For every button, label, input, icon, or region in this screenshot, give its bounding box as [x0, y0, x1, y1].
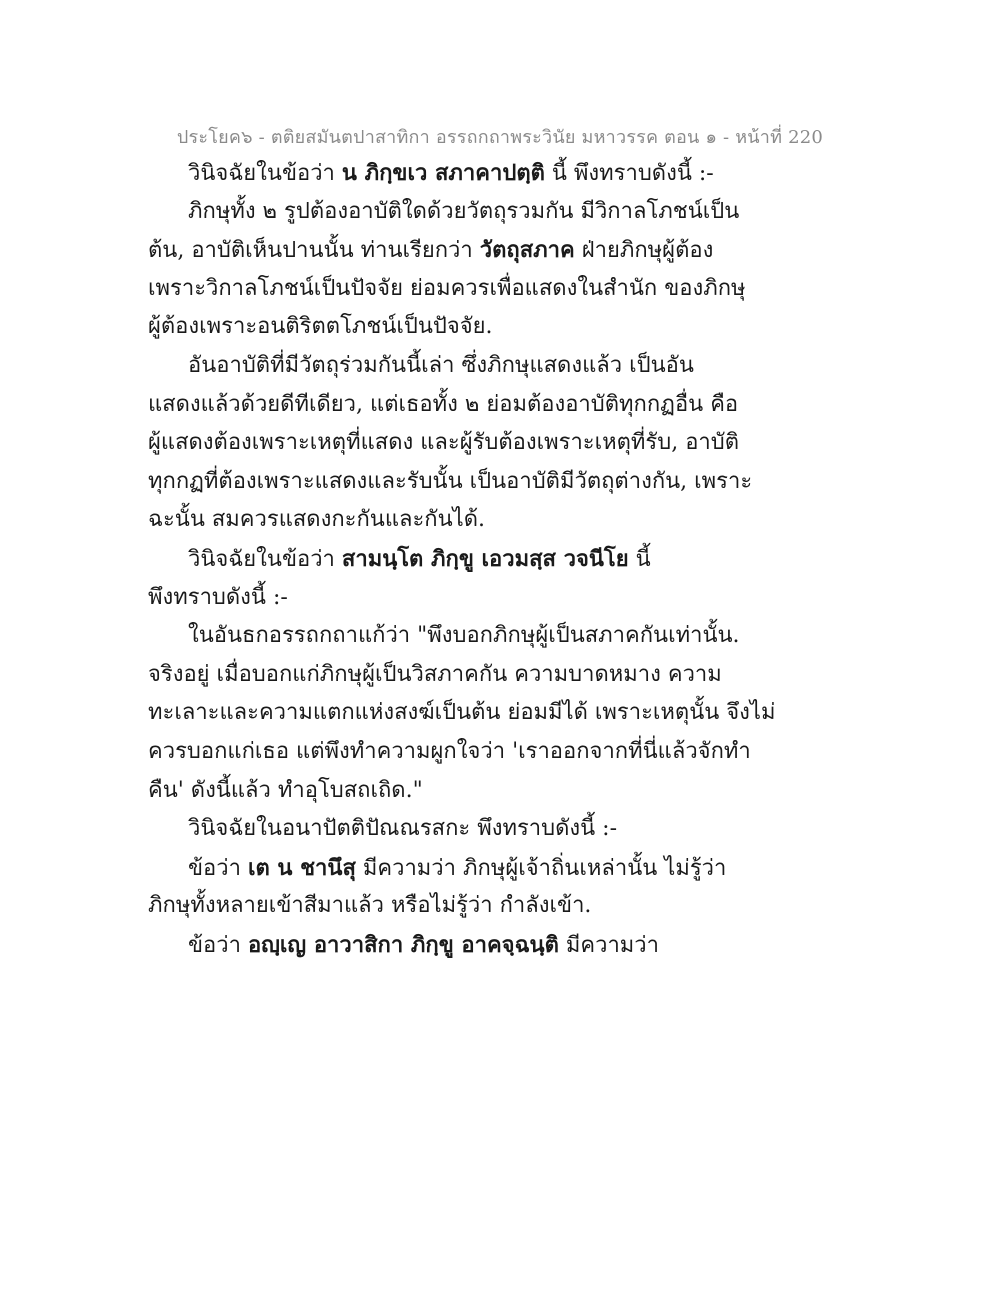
text-line — [148, 656, 722, 695]
text-segment: คืน' ดังนี้แล้ว ทำอุโบสถเถิด." — [148, 777, 423, 803]
text-line — [148, 849, 727, 888]
text-line — [148, 270, 746, 309]
text-line — [148, 463, 753, 502]
bold-term: สามนฺโต ภิกฺขู เอวมสฺส วจนีโย — [341, 545, 629, 572]
text-segment: แสดงแล้วด้วยดีทีเดียว, แต่เธอทั้ง ๒ ย่อมต้องอาบัติทุกกฏอื่น คือ — [148, 391, 739, 417]
text-segment: อันอาบัติที่มีวัตถุร่วมกันนี้เล่า ซึ่งภิกษุแสดงแล้ว เป็นอัน — [188, 352, 694, 378]
text-segment: มีความว่า — [558, 932, 660, 958]
text-segment: ภิกษุทั้งหลายเข้าสีมาแล้ว หรือไม่รู้ว่า กำลังเข้า. — [148, 893, 592, 919]
text-line — [148, 193, 740, 232]
text-line — [148, 540, 708, 579]
text-segment: ในอันธกอรรถกถาแก้ว่า "พึงบอกภิกษุผู้เป็นสภาคกันเท่านั้น. — [188, 623, 740, 649]
text-line — [148, 154, 714, 193]
text-line — [148, 308, 708, 347]
text-segment: นี้ — [628, 546, 651, 572]
text-segment: ภิกษุทั้ง ๒ รูปต้องอาบัติใดด้วยวัตถุรวมกัน มีวิกาลโภชน์เป็น — [188, 198, 740, 224]
bold-term: อญฺเญ อาวาสิกา ภิกฺขู อาคจฺฉนฺติ — [247, 931, 559, 958]
text-segment: วินิจฉัยในข้อว่า — [188, 161, 342, 186]
text-segment: จริงอยู่ เมื่อบอกแก่ภิกษุผู้เป็นวิสภาคกัน ความบาดหมาง ความ — [148, 661, 722, 687]
text-segment: พึงทราบดังนี้ :- — [148, 584, 288, 610]
text-line — [148, 579, 708, 618]
text-segment: วินิจฉัยในข้อว่า — [188, 546, 342, 572]
text-line — [148, 424, 740, 463]
text-line — [148, 810, 708, 849]
text-segment: ข้อว่า — [188, 932, 248, 958]
text-line — [148, 772, 708, 811]
text-segment: ฉะนั้น สมควรแสดงกะกันและกันได้. — [148, 507, 486, 533]
text-segment: ผู้แสดงต้องเพราะเหตุที่แสดง และผู้รับต้องเพราะเหตุที่รับ, อาบัติ — [148, 430, 740, 456]
bold-term: เต น ชานึสุ — [247, 854, 356, 881]
text-segment: ทะเลาะและความแตกแห่งสงฆ์เป็นต้น ย่อมมีได้ เพราะเหตุนั้น จึงไม่ — [148, 700, 776, 726]
text-segment: ควรบอกแก่เธอ แต่พึงทำความผูกใจว่า 'เราออกจากที่นี่แล้วจักทำ — [148, 738, 751, 764]
text-segment: ต้น, อาบัติเห็นปานนั้น ท่านเรียกว่า — [148, 238, 480, 264]
page-header: ประโยค๖ - ตติยสมันตปาสาทิกา อรรถกถาพระวินัย มหาวรรค ตอน ๑ - หน้าที่ 220 — [176, 127, 824, 148]
body-text — [148, 154, 776, 964]
text-segment: ผู้ต้องเพราะอนติริตตโภชน์เป็นปัจจัย. — [148, 314, 493, 340]
text-segment: มีความว่า ภิกษุผู้เจ้าถิ่นเหล่านั้น ไม่รู้ว่า — [355, 855, 727, 881]
text-segment: ข้อว่า — [188, 855, 248, 881]
text-line — [148, 501, 708, 540]
text-segment: ฝ่ายภิกษุผู้ต้อง — [574, 238, 714, 264]
text-segment: เพราะวิกาลโภชน์เป็นปัจจัย ย่อมควรเพื่อแสดงในสำนัก ของภิกษุ — [148, 275, 746, 301]
text-segment: วินิจฉัยในอนาปัตติปัณณรสกะ พึงทราบดังนี้ :- — [188, 816, 618, 842]
text-line — [148, 926, 708, 965]
text-line — [148, 733, 751, 772]
text-line — [148, 347, 708, 386]
text-line — [148, 386, 739, 425]
text-segment: ทุกกฏที่ต้องเพราะแสดงและรับนั้น เป็นอาบัติมีวัตถุต่างกัน, เพราะ — [148, 468, 753, 494]
text-line — [148, 887, 708, 926]
text-line — [148, 231, 714, 270]
bold-term: วัตถุสภาค — [479, 237, 575, 264]
bold-term: น ภิกฺขเว สภาคาปตฺติ — [341, 160, 545, 186]
text-line — [148, 694, 776, 733]
text-segment: นี้ พึงทราบดังนี้ :- — [544, 161, 714, 186]
text-line — [148, 617, 740, 656]
